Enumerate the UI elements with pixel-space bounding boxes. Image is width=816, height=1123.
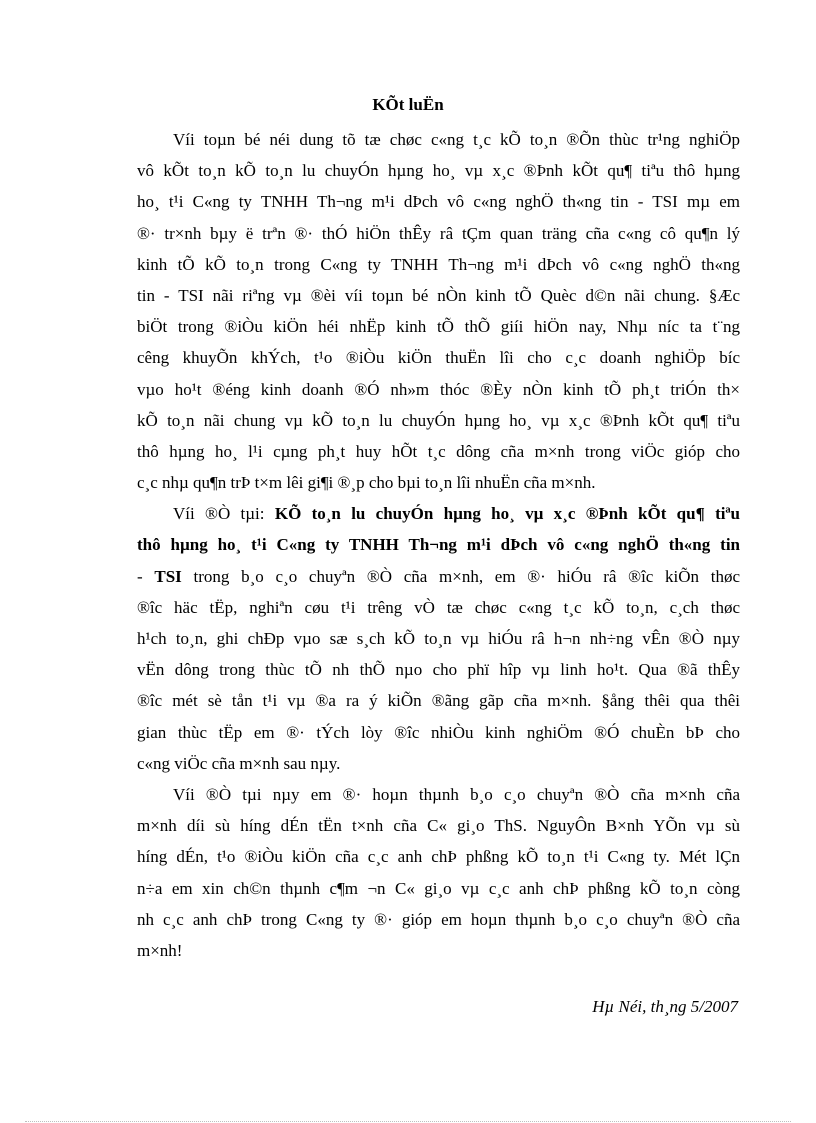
text-fragment: trong b¸o c¸o chuyªn ®Ò cña m×nh, em ®· hiÓu râ ®îc kiÕn thøc — [193, 566, 740, 586]
text-line: thô hµng ho¸ l¹i cµng ph¸t huy hÕt t¸c dông cña m×nh trong viÖc gióp cho — [137, 441, 740, 461]
topic-title-part-1: KÕ to¸n lu chuyÓn hµng ho¸ vµ x¸c ®Þnh kÕt qu¶ tiªu — [274, 504, 740, 524]
page-title: KÕt luËn — [372, 95, 444, 114]
topic-title-part-2: thô hµng ho¸ t¹i C«ng ty TNHH Th¬ng m¹i dÞch vô c«ng nghÖ th«ng tin — [137, 535, 740, 555]
text-line: kinh tÕ kÕ to¸n trong C«ng ty TNHH Th¬ng m¹i dÞch vô c«ng nghÖ th«ng — [137, 254, 740, 274]
text-line — [137, 498, 740, 529]
text-line: m×nh! — [137, 940, 183, 960]
text-line: ho¸ t¹i C«ng ty TNHH Th¬ng m¹i dÞch vô c«ng nghÖ th«ng tin - TSI mµ em — [137, 192, 740, 212]
topic-title-part-3: TSI — [154, 566, 182, 586]
text-line: vµo ho¹t ®éng kinh doanh ®Ó nh»m thóc ®Èy nÒn kinh tÕ ph¸t triÓn th× — [137, 379, 740, 399]
text-line: tin - TSI nãi riªng vµ ®èi víi toµn bé nÒn kinh tÕ Quèc d©n nãi chung. §Æc — [137, 285, 740, 305]
text-line: híng dÉn, t¹o ®iÒu kiÖn cña c¸c anh chÞ phßng kÕ to¸n t¹i C«ng ty. Mét lÇn — [137, 847, 740, 867]
text-line: nh c¸c anh chÞ trong C«ng ty ®· gióp em hoµn thµnh b¸o c¸o chuyªn ®Ò cña — [137, 909, 740, 929]
text-line: ®· tr×nh bµy ë trªn ®· thÓ hiÖn thÊy râ tÇm quan träng cña c«ng cô qu¶n lý — [137, 223, 740, 243]
text-line: ®îc mét sè tån t¹i vµ ®a ra ý kiÕn ®ãng gãp cña m×nh. §ång thêi qua thêi — [137, 691, 740, 711]
text-line: n÷a em xin ch©n thµnh c¶m ¬n C« gi¸o vµ c¸c anh chÞ phßng kÕ to¸n còng — [137, 878, 740, 898]
text-line: ®îc häc tËp, nghiªn cøu t¹i trêng vÒ tæ chøc c«ng t¸c kÕ to¸n, c¸ch thøc — [137, 597, 740, 617]
conclusion-body — [137, 124, 740, 966]
text-line: Víi ®Ò tµi nµy em ®· hoµn thµnh b¸o c¸o chuyªn ®Ò cña m×nh cña — [173, 784, 740, 804]
text-line: kÕ to¸n nãi chung vµ kÕ to¸n lu chuyÓn hµng ho¸ vµ x¸c ®Þnh kÕt qu¶ tiªu — [137, 410, 740, 430]
text-line: biÖt trong ®iÒu kiÖn héi nhËp kinh tÕ thÕ giíi hiÖn nay, Nhµ níc ta t¨ng — [137, 317, 740, 337]
text-line — [137, 561, 740, 592]
text-line: gian thùc tËp em ®· tÝch lòy ®îc nhiÒu kinh nghiÖm ®Ó chuÈn bÞ cho — [137, 722, 740, 742]
text-line: vô kÕt to¸n kÕ to¸n lu chuyÓn hµng ho¸ vµ x¸c ®Þnh kÕt qu¶ tiªu thô hµng — [137, 161, 740, 181]
dash: - — [137, 566, 143, 586]
text-line: m×nh díi sù híng dÉn tËn t×nh cña C« gi¸o ThS. NguyÔn B×nh YÕn vµ sù — [137, 816, 740, 836]
text-line: c¸c nhµ qu¶n trÞ t×m lêi gi¶i ®¸p cho bµi to¸n lîi nhuËn cña m×nh. — [137, 473, 596, 493]
text-line: h¹ch to¸n, ghi chÐp vµo sæ s¸ch kÕ to¸n vµ hiÓu râ h¬n nh÷ng vÊn ®Ò nµy — [137, 629, 740, 648]
text-line: vËn dông trong thùc tÕ nh thÕ nµo cho phï hîp vµ linh ho¹t. Qua ®ã thÊy — [137, 660, 740, 680]
topic-lead: Víi ®Ò tµi: — [173, 504, 265, 524]
footer-divider — [25, 1121, 791, 1122]
paragraph-1 — [137, 124, 740, 498]
text-line: cêng khuyÕn khÝch, t¹o ®iÒu kiÖn thuËn lîi cho c¸c doanh nghiÖp bíc — [137, 348, 740, 368]
paragraph-3 — [137, 779, 740, 966]
text-line: Víi toµn bé néi dung tõ tæ chøc c«ng t¸c kÕ to¸n ®Õn thùc tr¹ng nghiÖp — [173, 130, 740, 149]
paragraph-2 — [137, 498, 740, 779]
signature-place-date: Hµ Néi, th¸ng 5/2007 — [592, 997, 738, 1016]
text-line: c«ng viÖc cña m×nh sau nµy. — [137, 753, 341, 773]
